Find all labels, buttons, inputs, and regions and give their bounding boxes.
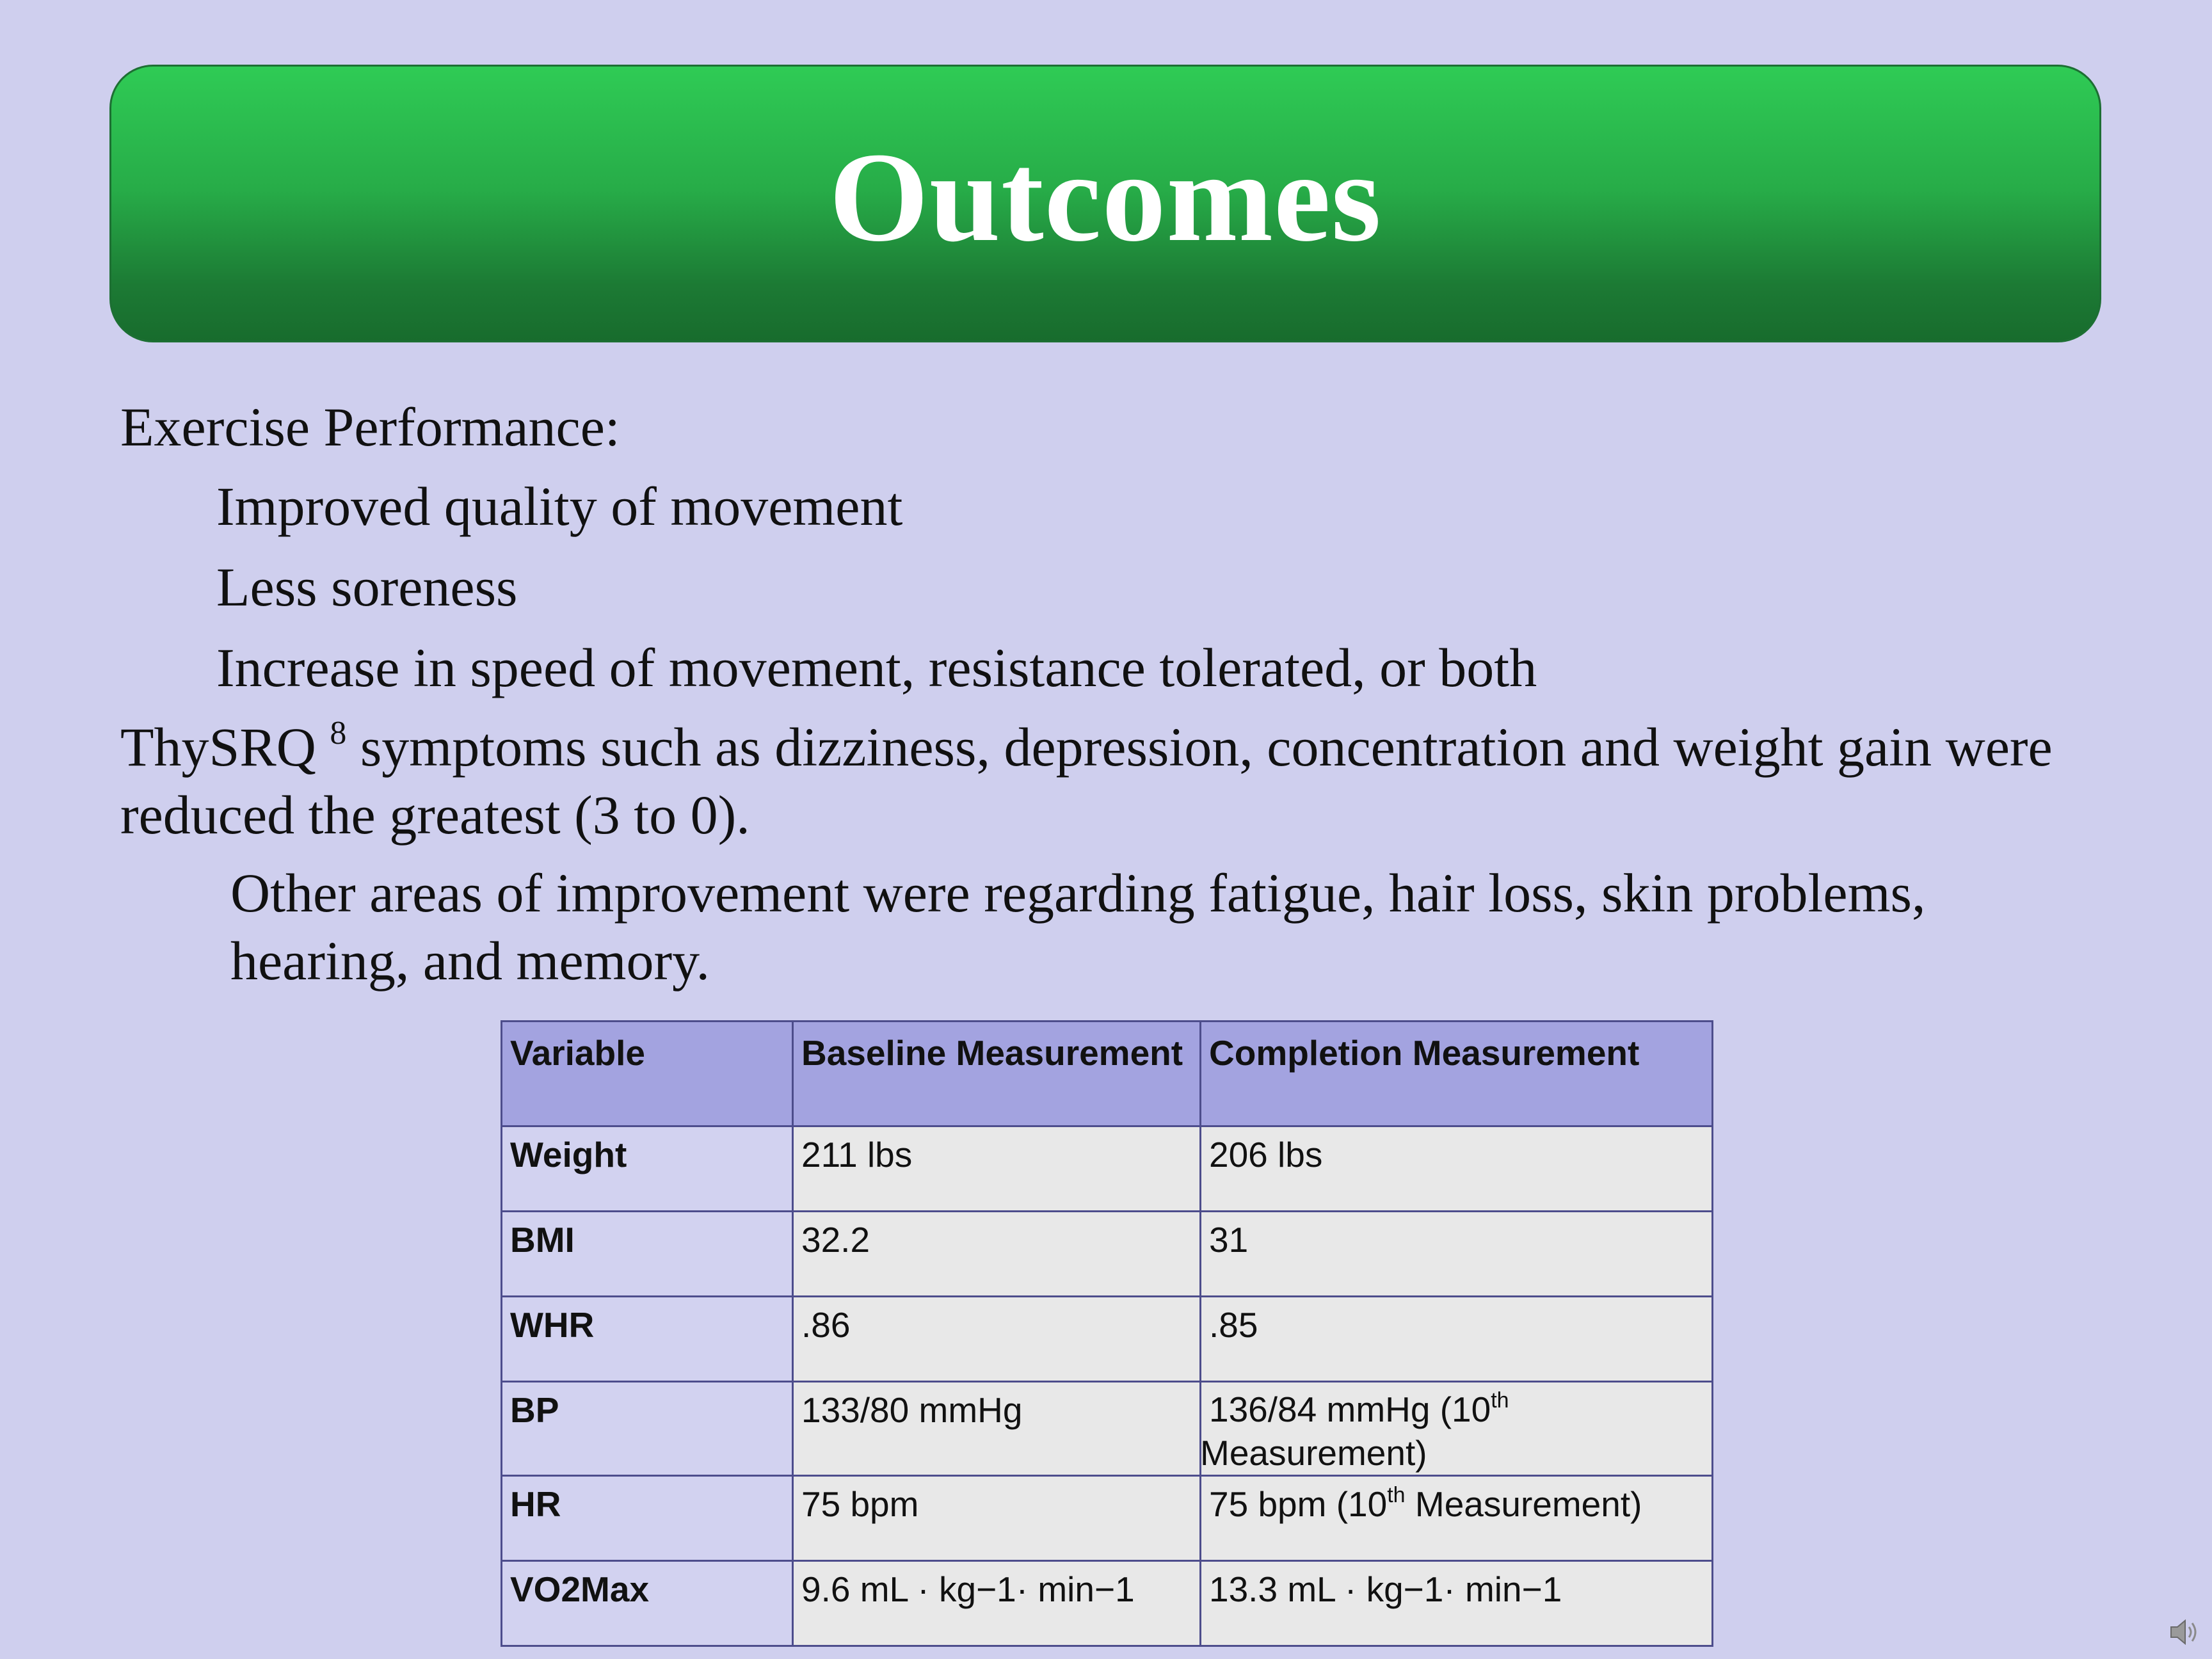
row-completion (1201, 1382, 1713, 1476)
row-variable: Weight (502, 1126, 793, 1212)
speaker-icon[interactable] (2167, 1615, 2200, 1649)
row-baseline: 32.2 (793, 1212, 1201, 1297)
table-header-row (502, 1022, 1713, 1126)
thysrq-reference: 8 (330, 715, 347, 751)
table-row (502, 1126, 1713, 1212)
row-completion: .85 (1201, 1297, 1713, 1382)
other-areas-line-1: Other areas of improvement were regarding fatigue, hair loss, skin problems, (230, 862, 1926, 924)
ordinal-suffix: th (1387, 1483, 1406, 1507)
completion-text-cont: Measurement) (1200, 1433, 1427, 1473)
completion-text-cont: Measurement) (1405, 1484, 1642, 1524)
row-variable: VO2Max (502, 1561, 793, 1646)
header-baseline: Baseline Measurement (793, 1022, 1201, 1126)
row-baseline: 9.6 mL · kg−1· min−1 (793, 1561, 1201, 1646)
table-row (502, 1212, 1713, 1297)
thysrq-line-1 (120, 713, 2053, 781)
title-banner (109, 65, 2101, 342)
thysrq-line-1-text: symptoms such as dizziness, depression, concentration and weight gain were (346, 716, 2053, 778)
row-baseline: 133/80 mmHg (793, 1382, 1201, 1476)
exercise-heading: Exercise Performance: (120, 396, 620, 458)
row-completion: 13.3 mL · kg−1· min−1 (1201, 1561, 1713, 1646)
row-variable: HR (502, 1476, 793, 1561)
slide-title: Outcomes (829, 126, 1382, 268)
table-row (502, 1297, 1713, 1382)
table-row (502, 1476, 1713, 1561)
row-completion: 31 (1201, 1212, 1713, 1297)
header-variable: Variable (502, 1022, 793, 1126)
row-variable: BMI (502, 1212, 793, 1297)
row-variable: BP (502, 1382, 793, 1476)
table-row (502, 1561, 1713, 1646)
exercise-item-quality: Improved quality of movement (216, 476, 903, 537)
row-baseline: 211 lbs (793, 1126, 1201, 1212)
table-row (502, 1382, 1713, 1476)
thysrq-name: ThySRQ (120, 716, 316, 778)
other-areas-line-2: hearing, and memory. (230, 930, 710, 991)
row-variable: WHR (502, 1297, 793, 1382)
row-completion: 206 lbs (1201, 1126, 1713, 1212)
header-completion: Completion Measurement (1201, 1022, 1713, 1126)
completion-text: 136/84 mmHg (10 (1209, 1390, 1491, 1429)
measurements-table (501, 1020, 1713, 1647)
row-completion (1201, 1476, 1713, 1561)
completion-text: 75 bpm (10 (1209, 1484, 1388, 1524)
row-baseline: 75 bpm (793, 1476, 1201, 1561)
exercise-item-soreness: Less soreness (216, 556, 518, 618)
exercise-item-speed: Increase in speed of movement, resistance tolerated, or both (216, 637, 1537, 698)
row-baseline: .86 (793, 1297, 1201, 1382)
ordinal-suffix: th (1491, 1388, 1509, 1413)
thysrq-line-2: reduced the greatest (3 to 0). (120, 784, 750, 846)
